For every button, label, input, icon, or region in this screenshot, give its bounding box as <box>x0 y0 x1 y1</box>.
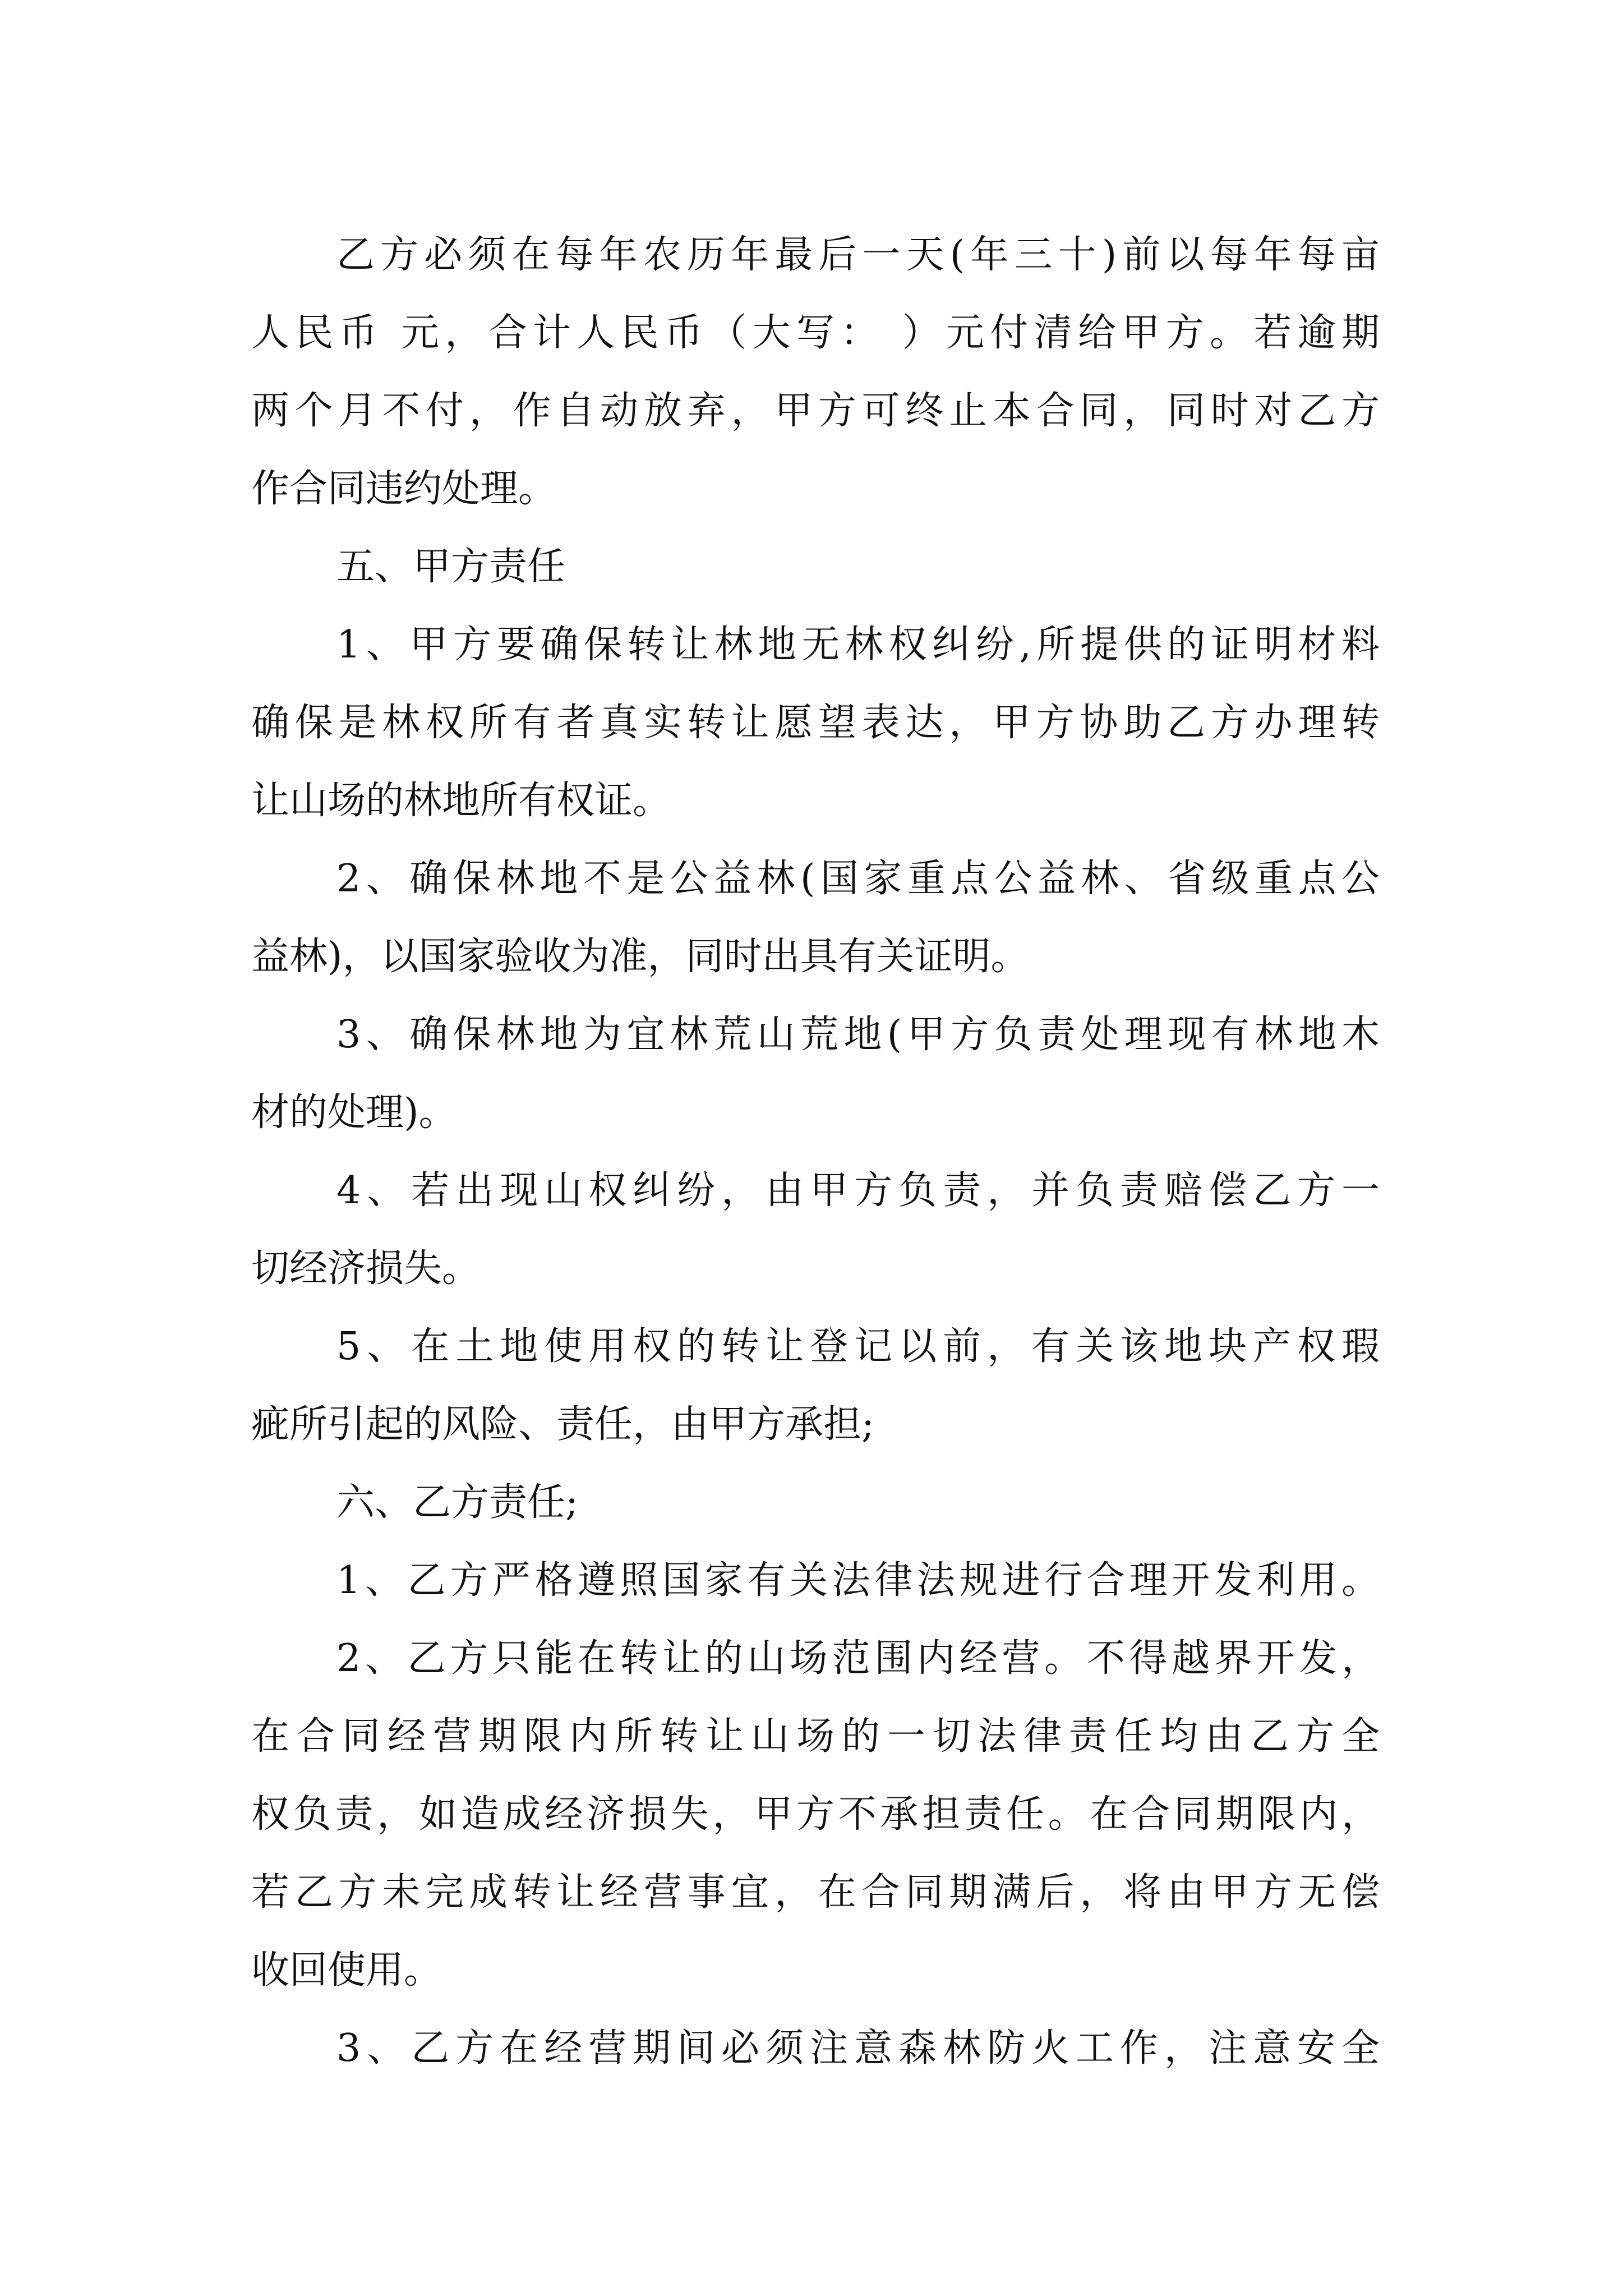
text-line: 切经济损失。 <box>251 1246 481 1291</box>
text-line: 若乙方未完成转让经营事宜，在合同期满后，将由甲方无偿 <box>251 1870 1380 1915</box>
text-line: 权负责，如造成经济损失，甲方不承担责任。在合同期限内， <box>251 1792 1380 1837</box>
text-line: 材的处理)。 <box>251 1091 457 1135</box>
text-line: 在合同经营期限内所转让山场的一切法律责任均由乙方全 <box>251 1714 1380 1759</box>
text-line: 人民币 元，合计人民币（大写： ）元付清给甲方。若逾期 <box>251 311 1380 355</box>
contract-text-body <box>251 216 1380 2087</box>
text-line: 疵所引起的风险、责任，由甲方承担; <box>251 1402 874 1447</box>
text-line: 3、乙方在经营期间必须注意森林防火工作，注意安全 <box>336 2026 1380 2070</box>
text-line: 让山场的林地所有权证。 <box>251 779 671 823</box>
text-line: 确保是林权所有者真实转让愿望表达，甲方协助乙方办理转 <box>251 701 1380 745</box>
text-line: 收回使用。 <box>251 1948 442 1993</box>
text-line: 益林)，以国家验收为准，同时出具有关证明。 <box>251 935 1029 979</box>
text-line: 1、甲方要确保转让林地无林权纠纷,所提供的证明材料 <box>336 623 1380 667</box>
section-heading-party-a: 五、甲方责任 <box>336 545 566 589</box>
section-heading-party-b: 六、乙方责任; <box>336 1480 578 1525</box>
text-line: 5、在土地使用权的转让登记以前，有关该地块产权瑕 <box>336 1324 1380 1369</box>
text-line: 两个月不付，作自动放弃，甲方可终止本合同，同时对乙方 <box>251 389 1380 433</box>
text-line: 2、确保林地不是公益林(国家重点公益林、省级重点公 <box>336 857 1380 901</box>
text-line: 2、乙方只能在转让的山场范围内经营。不得越界开发， <box>336 1636 1380 1681</box>
text-line: 乙方必须在每年农历年最后一天(年三十)前以每年每亩 <box>336 233 1380 277</box>
text-line: 4、若出现山权纠纷，由甲方负责，并负责赔偿乙方一 <box>336 1168 1380 1213</box>
text-line: 1、乙方严格遵照国家有关法律法规进行合理开发利用。 <box>336 1558 1380 1603</box>
text-line: 作合同违约处理。 <box>251 467 557 511</box>
text-line: 3、确保林地为宜林荒山荒地(甲方负责处理现有林地木 <box>336 1013 1380 1057</box>
